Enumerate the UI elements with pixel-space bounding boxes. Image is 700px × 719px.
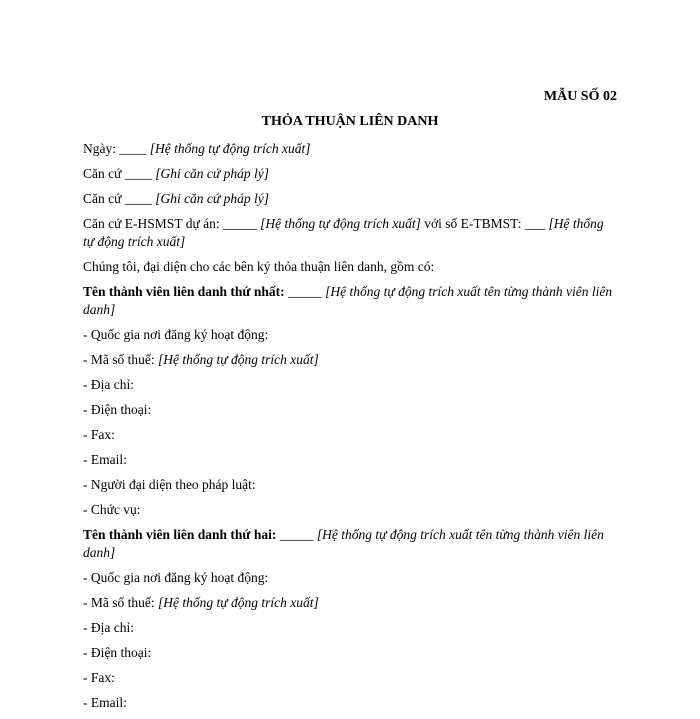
member-1-email: - Email: (83, 452, 127, 467)
member-1-blank: _____ (288, 284, 322, 299)
member-2-blank: _____ (279, 527, 314, 542)
basis-line-1 (83, 165, 618, 183)
date-blank: ____ (119, 141, 147, 156)
parties-intro: Chúng tôi, đại diện cho các bên ký thỏa thuận liên danh, gồm có: (83, 259, 435, 274)
document-body (83, 140, 618, 719)
member-1-tax-line (83, 351, 618, 369)
tbmst-hint: [Hệ thống tự động trích xuất] (83, 216, 604, 249)
member-1-tax-hint: [Hệ thống tự động trích xuất] (158, 352, 319, 367)
basis-line-3 (83, 215, 618, 250)
member-1-fax: - Fax: (83, 427, 115, 442)
document-title: THỎA THUẬN LIÊN DANH (261, 114, 439, 129)
basis-label: Căn cứ (83, 166, 122, 181)
basis-hint: [Ghi căn cứ pháp lý] (155, 191, 270, 206)
member-1-hint: [Hệ thống tự động trích xuất tên từng thành viên liên danh] (83, 284, 613, 317)
member-1-phone: - Điện thoại: (83, 402, 152, 417)
member-2-heading-line (83, 526, 618, 561)
basis-blank: ____ (124, 191, 152, 206)
member-2-email: - Email: (83, 695, 127, 710)
member-2-country: - Quốc gia nơi đăng ký hoạt động: (83, 570, 269, 585)
member-1-representative: - Người đại diện theo pháp luật: (83, 477, 256, 492)
date-hint: [Hệ thống tự động trích xuất] (149, 141, 311, 156)
member-1-heading: Tên thành viên liên danh thứ nhất: (83, 284, 285, 299)
tbmst-blank: ___ (524, 216, 546, 231)
tbmst-label: với số E-TBMST: (424, 216, 522, 231)
member-2-tax-label: - Mã số thuế: (83, 595, 155, 610)
member-2-fax: - Fax: (83, 670, 115, 685)
basis-blank: ____ (124, 166, 152, 181)
member-2-phone: - Điện thoại: (83, 645, 152, 660)
member-2-heading: Tên thành viên liên danh thứ hai: (83, 527, 277, 542)
member-1-heading-line (83, 283, 618, 318)
basis-line-2 (83, 190, 618, 208)
form-code: MẪU SỐ 02 (543, 89, 617, 104)
member-2-tax-hint: [Hệ thống tự động trích xuất] (158, 595, 319, 610)
member-2-hint: [Hệ thống tự động trích xuất tên từng thành viên liên danh] (83, 527, 604, 560)
basis-hint: [Ghi căn cứ pháp lý] (155, 166, 270, 181)
basis-hint: [Hệ thống tự động trích xuất] (260, 216, 421, 231)
date-label: Ngày: (83, 141, 116, 156)
basis-label: Căn cứ E-HSMST dự án: (83, 216, 220, 231)
member-2-address: - Địa chỉ: (83, 620, 134, 635)
member-1-position: - Chức vụ: (83, 502, 141, 517)
member-1-country: - Quốc gia nơi đăng ký hoạt động: (83, 327, 269, 342)
member-2-tax-line (83, 594, 618, 612)
basis-label: Căn cứ (83, 191, 122, 206)
member-1-tax-label: - Mã số thuế: (83, 352, 155, 367)
date-line (83, 140, 618, 158)
basis-blank: _____ (223, 216, 257, 231)
member-1-address: - Địa chỉ: (83, 377, 134, 392)
